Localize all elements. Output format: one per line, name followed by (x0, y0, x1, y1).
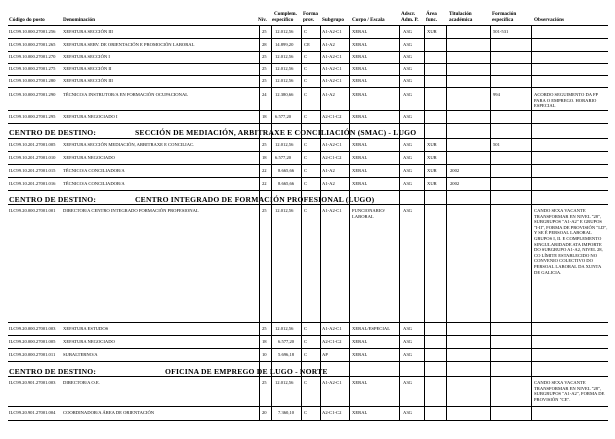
cell-subgrupo: A1-A2-C1 (322, 142, 342, 147)
cell-adscr: A3G (403, 168, 412, 173)
cell-subgrupo: A1-A2-C1 (322, 326, 342, 331)
header-titulacion-2: académica (449, 17, 473, 23)
row-rule (8, 123, 608, 124)
cell-corpo: XERAL (352, 92, 368, 97)
cell-codigo: ILC99.20.000.27001.003 (9, 326, 56, 331)
cell-codigo: ILC99.20.901.27001.004 (9, 410, 56, 415)
cell-denominacion: XEFATURA NEGOCIADO (63, 155, 115, 160)
cell-adscr: A3G (403, 326, 412, 331)
column-rule (399, 25, 400, 420)
column-rule (271, 25, 272, 420)
cell-forma: C (304, 208, 308, 213)
cell-adscr: A3G (403, 42, 412, 47)
cell-adscr: A3G (403, 339, 412, 344)
cell-denominacion: COORDINADOR/A ÁREA DE ORIENTACIÓN (63, 410, 155, 415)
row-rule (8, 63, 608, 64)
cell-subgrupo: A1-A2 (322, 42, 335, 47)
cell-niv: 24 (262, 92, 267, 97)
cell-adscr: A3G (403, 92, 412, 97)
cell-denominacion: TÉCNICO/A CONCILIADOR/A (63, 181, 125, 186)
cell-adscr: A3G (403, 352, 412, 357)
cell-complemento: 12.012,56 (275, 380, 294, 385)
cell-niv: 22 (262, 168, 267, 173)
cell-niv: 25 (262, 78, 267, 83)
cell-corpo: XERAL (352, 78, 368, 83)
row-rule (8, 164, 608, 165)
row-rule (8, 335, 608, 336)
cell-codigo: ILC99.10.201.27001.010 (9, 155, 56, 160)
cell-corpo: XERAL (352, 380, 368, 385)
cell-codigo: ILC99.10.000.27001.270 (9, 54, 56, 59)
cell-niv: 20 (262, 410, 267, 415)
cell-denominacion: XEFATURA SECCIÓN I (63, 54, 110, 59)
header-codigo: Código do posto (9, 17, 45, 23)
header-niv: Nív. (258, 17, 267, 23)
cell-area: XUR (427, 155, 437, 160)
header-corpo: Corpo / Escala (352, 17, 385, 23)
cell-forma: C (304, 168, 308, 173)
cell-formacion: 994 (493, 92, 500, 97)
cell-subgrupo: A2-C1-C2 (322, 339, 342, 344)
cell-adscr: A3G (403, 29, 412, 34)
cell-subgrupo: A1-A2-C1 (322, 380, 342, 385)
cell-complemento: 14.899,20 (275, 42, 294, 47)
cell-adscr: A3G (403, 380, 412, 385)
cell-titulacion: 2002 (450, 181, 460, 186)
cell-corpo: XERAL (352, 168, 368, 173)
section-title: SECCIÓN DE MEDIACIÓN, ARBITRAXE E CONCILIACIÓN (SMAC) - LUGO (135, 128, 417, 137)
cell-corpo: XERAL (352, 142, 368, 147)
cell-codigo: ILC99.10.000.27001.295 (9, 114, 56, 119)
cell-forma: C (304, 380, 308, 385)
row-rule (8, 361, 608, 362)
cell-forma: C (304, 181, 308, 186)
cell-denominacion: XEFATURA NEGOCIADO (63, 339, 115, 344)
cell-corpo: XERAL (352, 29, 368, 34)
cell-denominacion: XEFATURA SERV. DE ORIENTACIÓN E PROMOCIÓN LABORAL (63, 42, 195, 47)
cell-codigo: ILC99.20.901.27001.003 (9, 380, 56, 385)
header-observacions: Observacións (534, 17, 564, 23)
cell-subgrupo: A1-A2-C1 (322, 66, 342, 71)
row-rule (8, 177, 608, 178)
cell-formacion: 501-531 (493, 29, 509, 34)
header-area-2: func. (426, 17, 438, 23)
section-title: OFICINA DE EMPREGO DE LUGO - NORTE (165, 367, 328, 376)
section-label: CENTRO DE DESTINO: (9, 195, 97, 204)
cell-complemento: 12.380,66 (275, 92, 294, 97)
section-rule (8, 204, 608, 205)
cell-codigo: ILC99.20.000.27001.005 (9, 339, 56, 344)
cell-subgrupo: A1-A2-C1 (322, 54, 342, 59)
section-label: CENTRO DE DESTINO: (9, 367, 97, 376)
header-formacion-2: específica (492, 17, 514, 23)
header-forma-2: prov. (303, 17, 315, 23)
cell-area: XUR (427, 181, 437, 186)
cell-corpo: XERAL/ESPECIAL (352, 326, 391, 331)
cell-complemento: 5.696,18 (278, 352, 295, 357)
cell-niv: 18 (262, 114, 267, 119)
cell-subgrupo: A2-C1-C2 (322, 410, 342, 415)
header-adscr-1: Adscr. (401, 11, 416, 17)
cell-corpo: XERAL (352, 181, 368, 186)
cell-niv: 25 (262, 29, 267, 34)
cell-niv: 25 (262, 326, 267, 331)
cell-subgrupo: A1-A2 (322, 92, 335, 97)
cell-codigo: ILC99.10.000.27001.290 (9, 92, 56, 97)
cell-corpo: XERAL (352, 352, 368, 357)
cell-denominacion: XEFATURA NEGOCIADO I (63, 114, 118, 119)
header-area-1: Área (426, 11, 437, 17)
cell-denominacion: XEFATURA SECCIÓN III (63, 29, 113, 34)
cell-adscr: A3G (403, 410, 412, 415)
cell-forma: C (304, 339, 308, 344)
cell-corpo: XERAL (352, 155, 368, 160)
cell-complemento: 12.012,56 (275, 66, 294, 71)
cell-niv: 10 (262, 352, 267, 357)
cell-forma: C (304, 66, 308, 71)
cell-niv: 25 (262, 66, 267, 71)
cell-complemento: 12.012,56 (275, 78, 294, 83)
cell-complemento: 7.360,10 (278, 410, 295, 415)
cell-forma: C (304, 326, 308, 331)
cell-forma: C (304, 92, 308, 97)
column-rule (259, 25, 260, 420)
cell-complemento: 8.665,66 (278, 181, 295, 186)
cell-denominacion: DIRECTOR/A CENTRO INTEGRADO FORMACIÓN PROFESIONAL (63, 208, 199, 213)
cell-subgrupo: AP (322, 352, 328, 357)
cell-subgrupo: A1-A2 (322, 168, 335, 173)
cell-adscr: A3G (403, 208, 412, 213)
cell-formacion: 501 (493, 142, 500, 147)
header-rule (8, 25, 608, 26)
cell-niv: 25 (262, 54, 267, 59)
column-rule (531, 25, 532, 420)
cell-forma: CE (304, 42, 310, 47)
cell-denominacion: TÉCNICO/A INSTRUTOR/A EN FORMACIÓN OCUPACIONAL (63, 92, 189, 97)
cell-corpo: XERAL (352, 42, 368, 47)
cell-corpo: XERAL (352, 54, 368, 59)
cell-observacions: ACORDO SEGUIMENTO DA FP PARA O EMPREGO. HORARIO ESPECIAL (534, 92, 598, 109)
cell-complemento: 12.012,56 (275, 29, 294, 34)
cell-codigo: ILC99.10.201.27001.005 (9, 142, 56, 147)
column-rule (446, 25, 447, 420)
cell-denominacion: XEFATURA ESTUDOS (63, 326, 109, 331)
cell-forma: C (304, 29, 308, 34)
cell-subgrupo: A1-A2-C1 (322, 29, 342, 34)
header-complemento-2: específico (272, 17, 294, 23)
section-label: CENTRO DE DESTINO: (9, 128, 97, 137)
section-rule (8, 376, 608, 377)
column-rule (301, 25, 302, 420)
column-rule (349, 25, 350, 420)
cell-complemento: 6.577,20 (278, 339, 295, 344)
cell-codigo: ILC99.10.000.27001.280 (9, 78, 56, 83)
cell-forma: C (304, 142, 308, 147)
cell-observacions: CANDO SEXA VACANTE TRANSFORMAR EN NIVEL "28", SUBGRUPOS "A1-A2", FORMA DE PROVISIÓN "CE". (534, 380, 605, 402)
cell-adscr: A3G (403, 155, 412, 160)
row-rule (8, 87, 608, 88)
cell-denominacion: SUBALTERNO/A (63, 352, 98, 357)
row-rule (8, 75, 608, 76)
row-rule (8, 348, 608, 349)
cell-adscr: A3G (403, 181, 412, 186)
cell-codigo: ILC99.10.000.27001.265 (9, 42, 56, 47)
cell-forma: C (304, 155, 308, 160)
header-subgrupo: Subgrupo (322, 17, 344, 23)
cell-denominacion: XEFATURA SECCIÓN II (63, 66, 112, 71)
cell-complemento: 8.665,66 (278, 168, 295, 173)
section-title: CENTRO INTEGRADO DE FORMACIÓN PROFESIONAL (LUGO) (135, 195, 375, 204)
cell-codigo: ILC99.10.000.27001.256 (9, 29, 56, 34)
cell-forma: C (304, 78, 308, 83)
cell-subgrupo: A1-A2-C1 (322, 208, 342, 213)
cell-codigo: ILC99.10.000.27001.275 (9, 66, 56, 71)
row-rule (8, 110, 608, 111)
header-adscr-2: Adm. P. (401, 17, 419, 23)
cell-denominacion: DIRECTOR/A O.E. (63, 380, 100, 385)
row-rule (8, 38, 608, 39)
row-rule (8, 406, 608, 407)
cell-niv: 18 (262, 155, 267, 160)
row-rule (8, 190, 608, 191)
cell-forma: C (304, 410, 308, 415)
cell-forma: C (304, 114, 308, 119)
header-titulacion-1: Titulación (449, 11, 472, 17)
cell-adscr: A3G (403, 142, 412, 147)
row-rule (8, 51, 608, 52)
column-rule (490, 25, 491, 420)
cell-subgrupo: A2-C1-C2 (322, 155, 342, 160)
cell-codigo: ILC99.10.201.27001.016 (9, 181, 56, 186)
header-forma-1: Forma (303, 11, 318, 17)
cell-subgrupo: A1-A2-C1 (322, 78, 342, 83)
cell-niv: 18 (262, 339, 267, 344)
row-rule (8, 420, 608, 421)
column-rule (320, 25, 321, 420)
cell-subgrupo: A1-A2 (322, 181, 335, 186)
cell-niv: 28 (262, 42, 267, 47)
cell-niv: 25 (262, 208, 267, 213)
cell-denominacion: XEFATURA SECCIÓN III (63, 78, 113, 83)
cell-adscr: A3G (403, 78, 412, 83)
cell-forma: C (304, 352, 308, 357)
section-rule (8, 138, 608, 139)
header-complemento-1: Complem. (274, 11, 297, 17)
cell-corpo: XERAL (352, 114, 368, 119)
cell-complemento: 12.012,56 (275, 54, 294, 59)
cell-corpo: XERAL (352, 410, 368, 415)
cell-codigo: ILC99.10.201.27001.015 (9, 168, 56, 173)
header-denominacion: Denominación (63, 17, 95, 23)
column-rule (424, 25, 425, 420)
cell-adscr: A3G (403, 66, 412, 71)
cell-denominacion: XEFATURA SECCIÓN MEDIACIÓN, ARBITRAXE E CONCILIAC. (63, 142, 195, 147)
cell-niv: 25 (262, 380, 267, 385)
cell-complemento: 6.577,20 (275, 155, 292, 160)
cell-observacions: CANDO SEXA VACANTE TRANSFORMAR EN NIVEL "28", SUBGRUPOS "A1-A2" E GRUPOS "I-II", FORMA DE PROVISIÓN "LD", Y SE É PERSOAL LABORAL GRUPOS I, II. E COMPLEMENTO SINGULARIDADE ATA IMPORTE DO SUBGRUPO A1-A2, NIVEL 28, CO LÍMITE ESTABLECIDO NO CONVENIO COLECTIVO DO PERSOAL LABORAL DA XUNTA DE GALICIA. (534, 208, 608, 275)
cell-titulacion: 2002 (450, 168, 460, 173)
cell-area: XUR (427, 168, 437, 173)
cell-corpo: FUNCIONARIO/ LABORAL (352, 208, 385, 219)
cell-codigo: ILC99.20.000.27001.011 (9, 352, 56, 357)
cell-corpo: XERAL (352, 66, 368, 71)
cell-subgrupo: A2-C1-C2 (322, 114, 342, 119)
row-rule (8, 151, 608, 152)
cell-niv: 25 (262, 142, 267, 147)
header-formacion-1: Formación (492, 11, 517, 17)
cell-corpo: XERAL (352, 339, 368, 344)
cell-adscr: A3G (403, 114, 412, 119)
row-rule (8, 322, 608, 323)
cell-complemento: 12.012,56 (275, 326, 294, 331)
cell-forma: C (304, 54, 308, 59)
cell-niv: 22 (262, 181, 267, 186)
cell-denominacion: TÉCNICO/A CONCILIADOR/A (63, 168, 125, 173)
cell-area: XUR (427, 142, 437, 147)
cell-adscr: A3G (403, 54, 412, 59)
cell-complemento: 12.012,56 (275, 208, 294, 213)
cell-complemento: 6.577,20 (275, 114, 292, 119)
cell-area: XUR (427, 29, 437, 34)
cell-complemento: 12.012,56 (275, 142, 294, 147)
cell-codigo: ILC99.20.000.27001.001 (9, 208, 56, 213)
